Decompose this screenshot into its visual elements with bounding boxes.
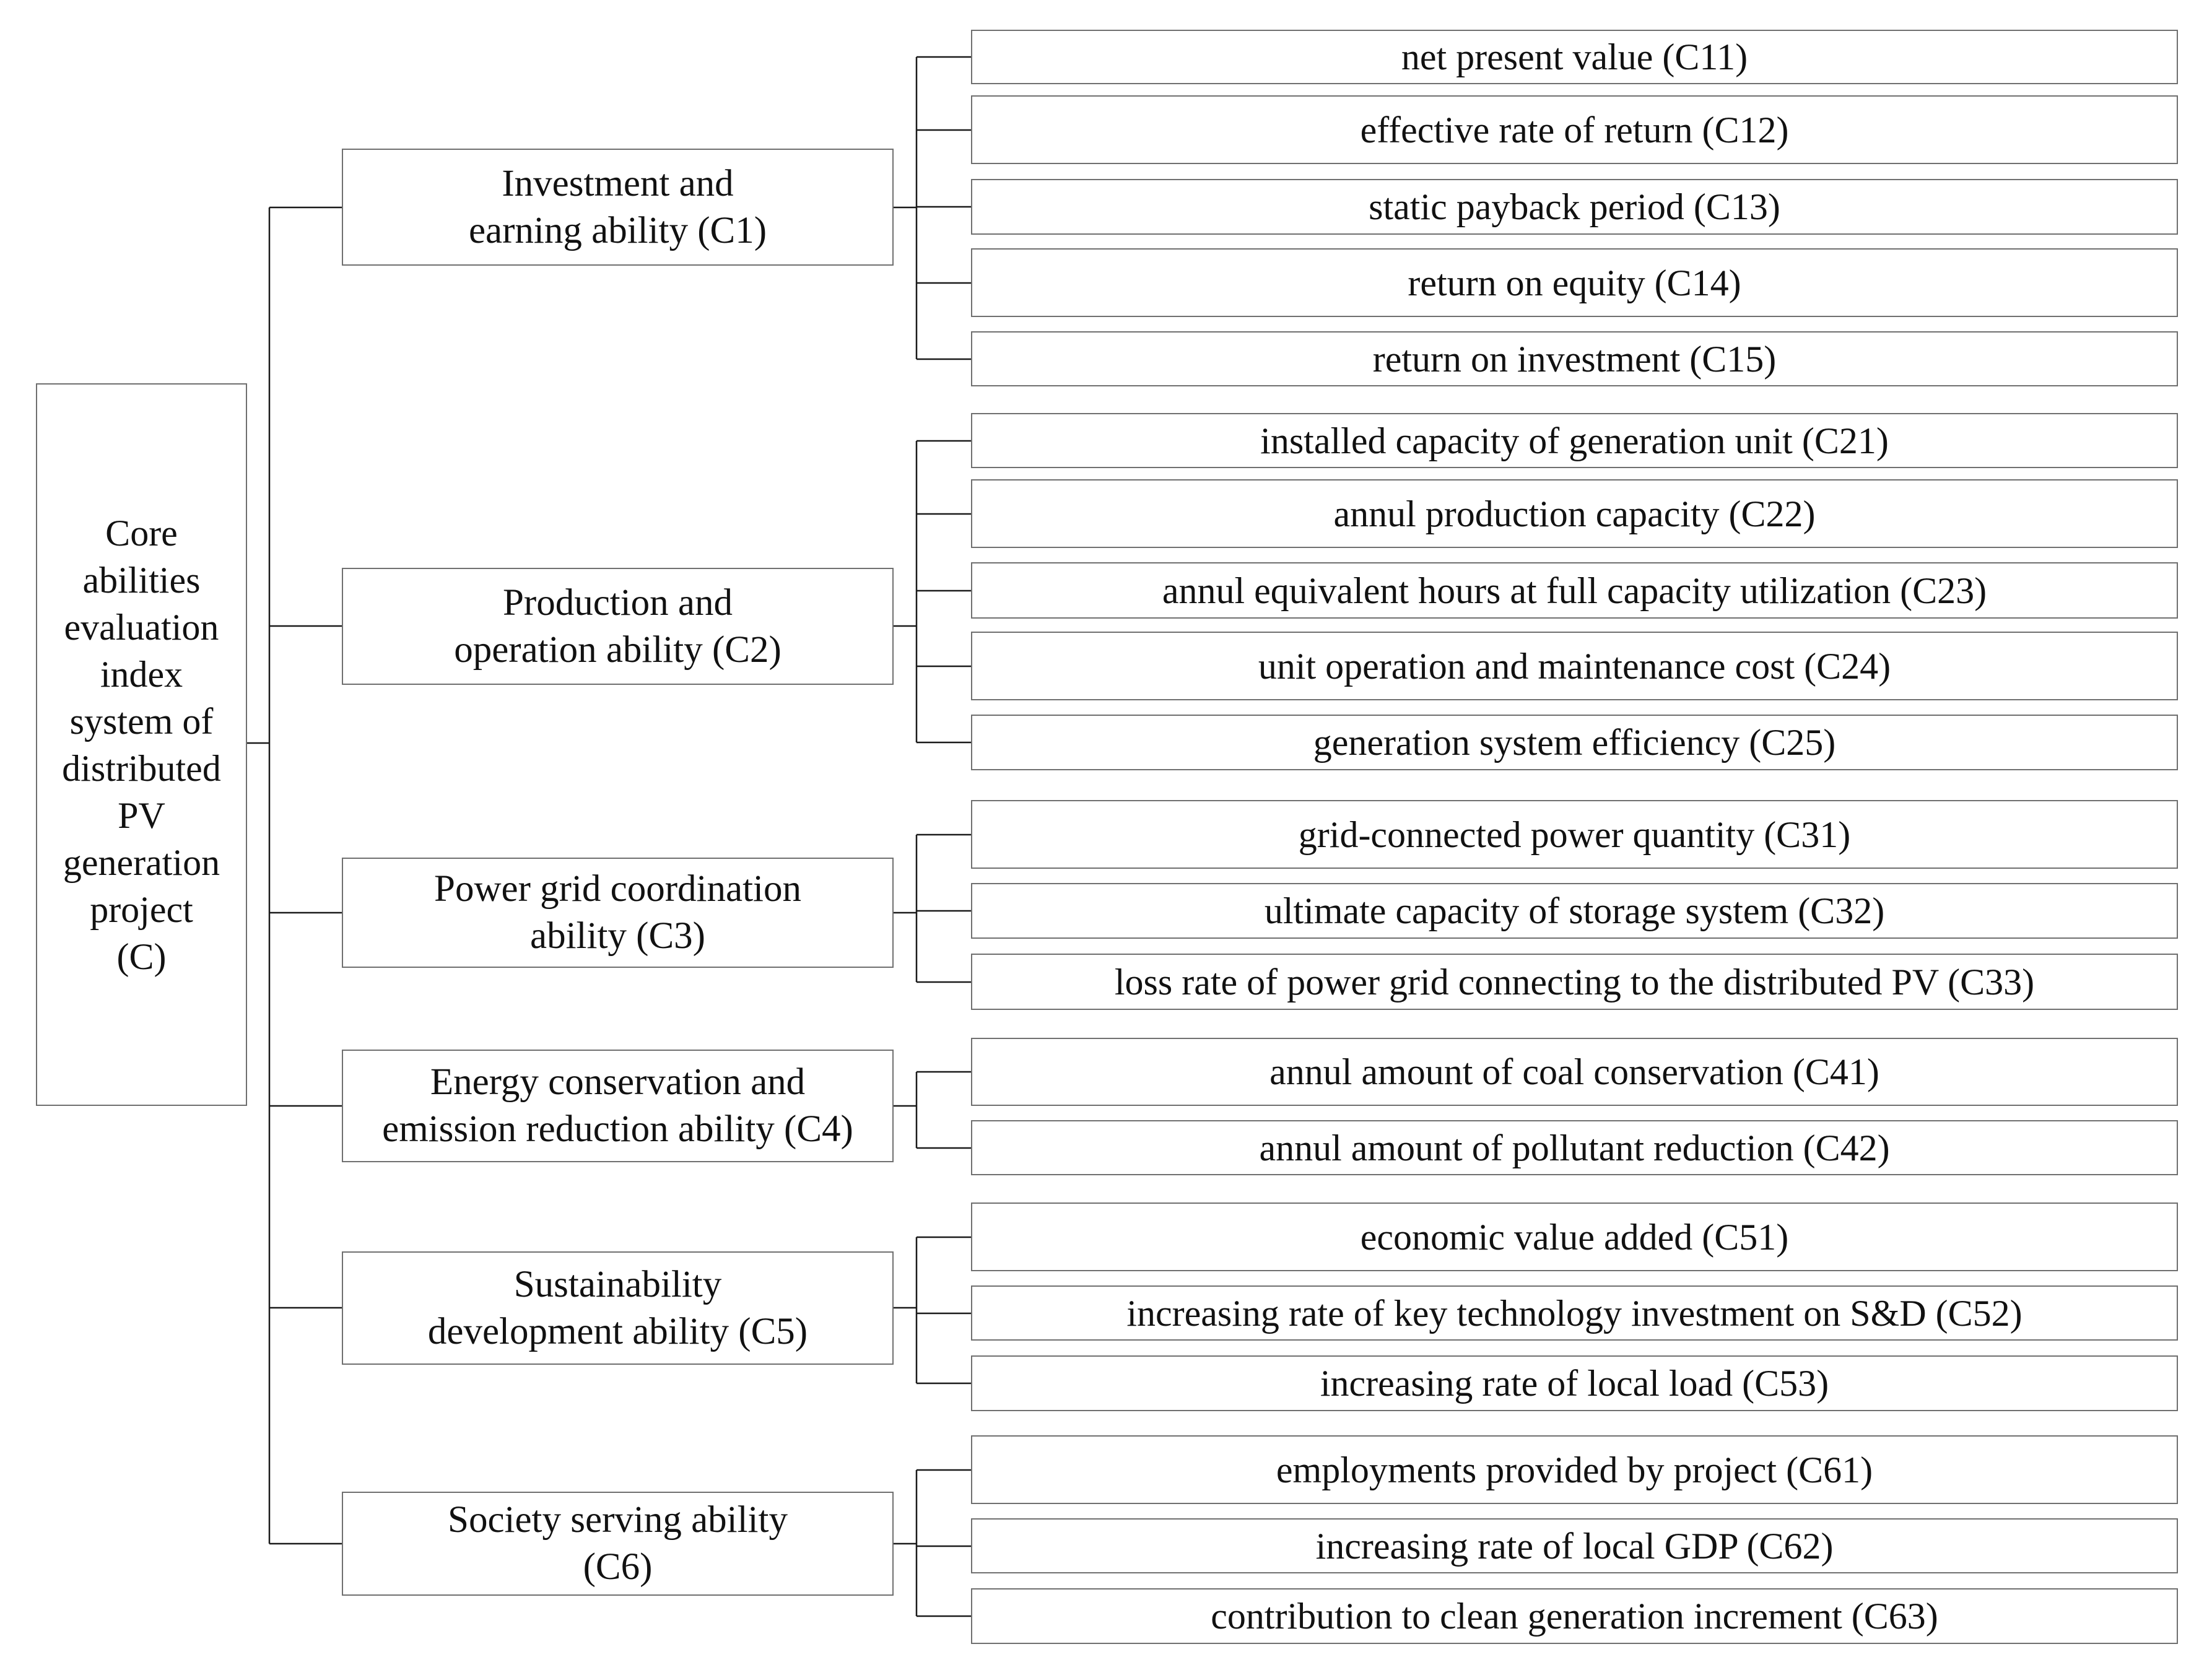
indicator-c11 [971,30,2178,84]
indicator-label: loss rate of power grid connecting to the distributed PV (C33) [1114,961,2035,1002]
indicator-label: increasing rate of local load (C53) [1320,1363,1829,1404]
root-line: generation [63,842,220,883]
indicator-label: grid-connected power quantity (C31) [1298,814,1851,855]
indicator-c13 [971,179,2178,235]
indicator-c63 [971,1588,2178,1644]
indicator-label: annul amount of coal conservation (C41) [1269,1051,1879,1092]
indicator-c32 [971,883,2178,939]
indicator-c41 [971,1038,2178,1106]
indicator-c51 [971,1203,2178,1271]
category-label-line: emission reduction ability (C4) [382,1108,853,1150]
indicator-c12 [971,95,2178,164]
category-label-line: Sustainability [513,1263,722,1305]
category-node-c4 [342,1050,894,1162]
indicator-label: increasing rate of key technology investment on S&D (C52) [1126,1292,2023,1334]
indicator-label: ultimate capacity of storage system (C32) [1264,890,1885,931]
category-label-line: operation ability (C2) [454,628,782,671]
indicator-c25 [971,715,2178,770]
category-label-line: Energy conservation and [430,1061,806,1103]
category-node-c2 [342,568,894,685]
category-label-line: earning ability (C1) [468,209,767,251]
category-label-line: Society serving ability [448,1499,788,1541]
root-line: project [90,889,193,930]
category-node-c3 [342,858,894,968]
indicator-label: static payback period (C13) [1369,186,1780,227]
category-label-line: (C6) [583,1546,653,1588]
indicator-c22 [971,479,2178,548]
indicator-c21 [971,413,2178,468]
indicator-label: economic value added (C51) [1360,1216,1789,1258]
indicator-label: generation system efficiency (C25) [1313,722,1836,763]
category-label-line: ability (C3) [530,915,705,957]
root-line: PV [118,794,165,836]
indicator-label: return on equity (C14) [1408,262,1741,303]
root-line: distributed [62,747,221,789]
indicator-c24 [971,632,2178,700]
indicator-c14 [971,248,2178,317]
indicator-c15 [971,331,2178,386]
indicator-label: unit operation and maintenance cost (C24) [1258,645,1891,687]
indicator-label: annul equivalent hours at full capacity utilization (C23) [1162,570,1987,611]
indicator-label: annul production capacity (C22) [1333,493,1816,534]
root-line: index [100,653,183,695]
indicator-c61 [971,1435,2178,1504]
category-label-line: Investment and [502,162,734,204]
indicator-c31 [971,800,2178,869]
indicator-label: installed capacity of generation unit (C21) [1260,420,1889,461]
root-line: abilities [82,559,201,601]
indicator-label: increasing rate of local GDP (C62) [1315,1525,1834,1567]
category-label-line: Production and [502,581,733,624]
indicator-label: contribution to clean generation increment (C63) [1211,1596,1938,1637]
indicator-label: net present value (C11) [1401,37,1748,77]
indicator-label: employments provided by project (C61) [1276,1449,1873,1490]
category-node-c1 [342,149,894,266]
indicator-c42 [971,1120,2178,1175]
category-node-c5 [342,1251,894,1365]
category-label-line: development ability (C5) [427,1310,808,1352]
indicator-c52 [971,1285,2178,1341]
indicator-label: annul amount of pollutant reduction (C42) [1259,1127,1890,1168]
root-line: system of [69,700,214,742]
indicator-c53 [971,1355,2178,1411]
root-line: (C) [116,936,167,977]
indicator-c23 [971,562,2178,619]
indicator-c33 [971,954,2178,1010]
indicator-label: return on investment (C15) [1372,338,1777,380]
root-line: Core [105,512,178,554]
indicator-c62 [971,1518,2178,1573]
root-line: evaluation [64,606,219,648]
root-node [36,383,247,1106]
category-node-c6 [342,1492,894,1596]
indicator-label: effective rate of return (C12) [1360,109,1789,150]
category-label-line: Power grid coordination [434,868,801,910]
